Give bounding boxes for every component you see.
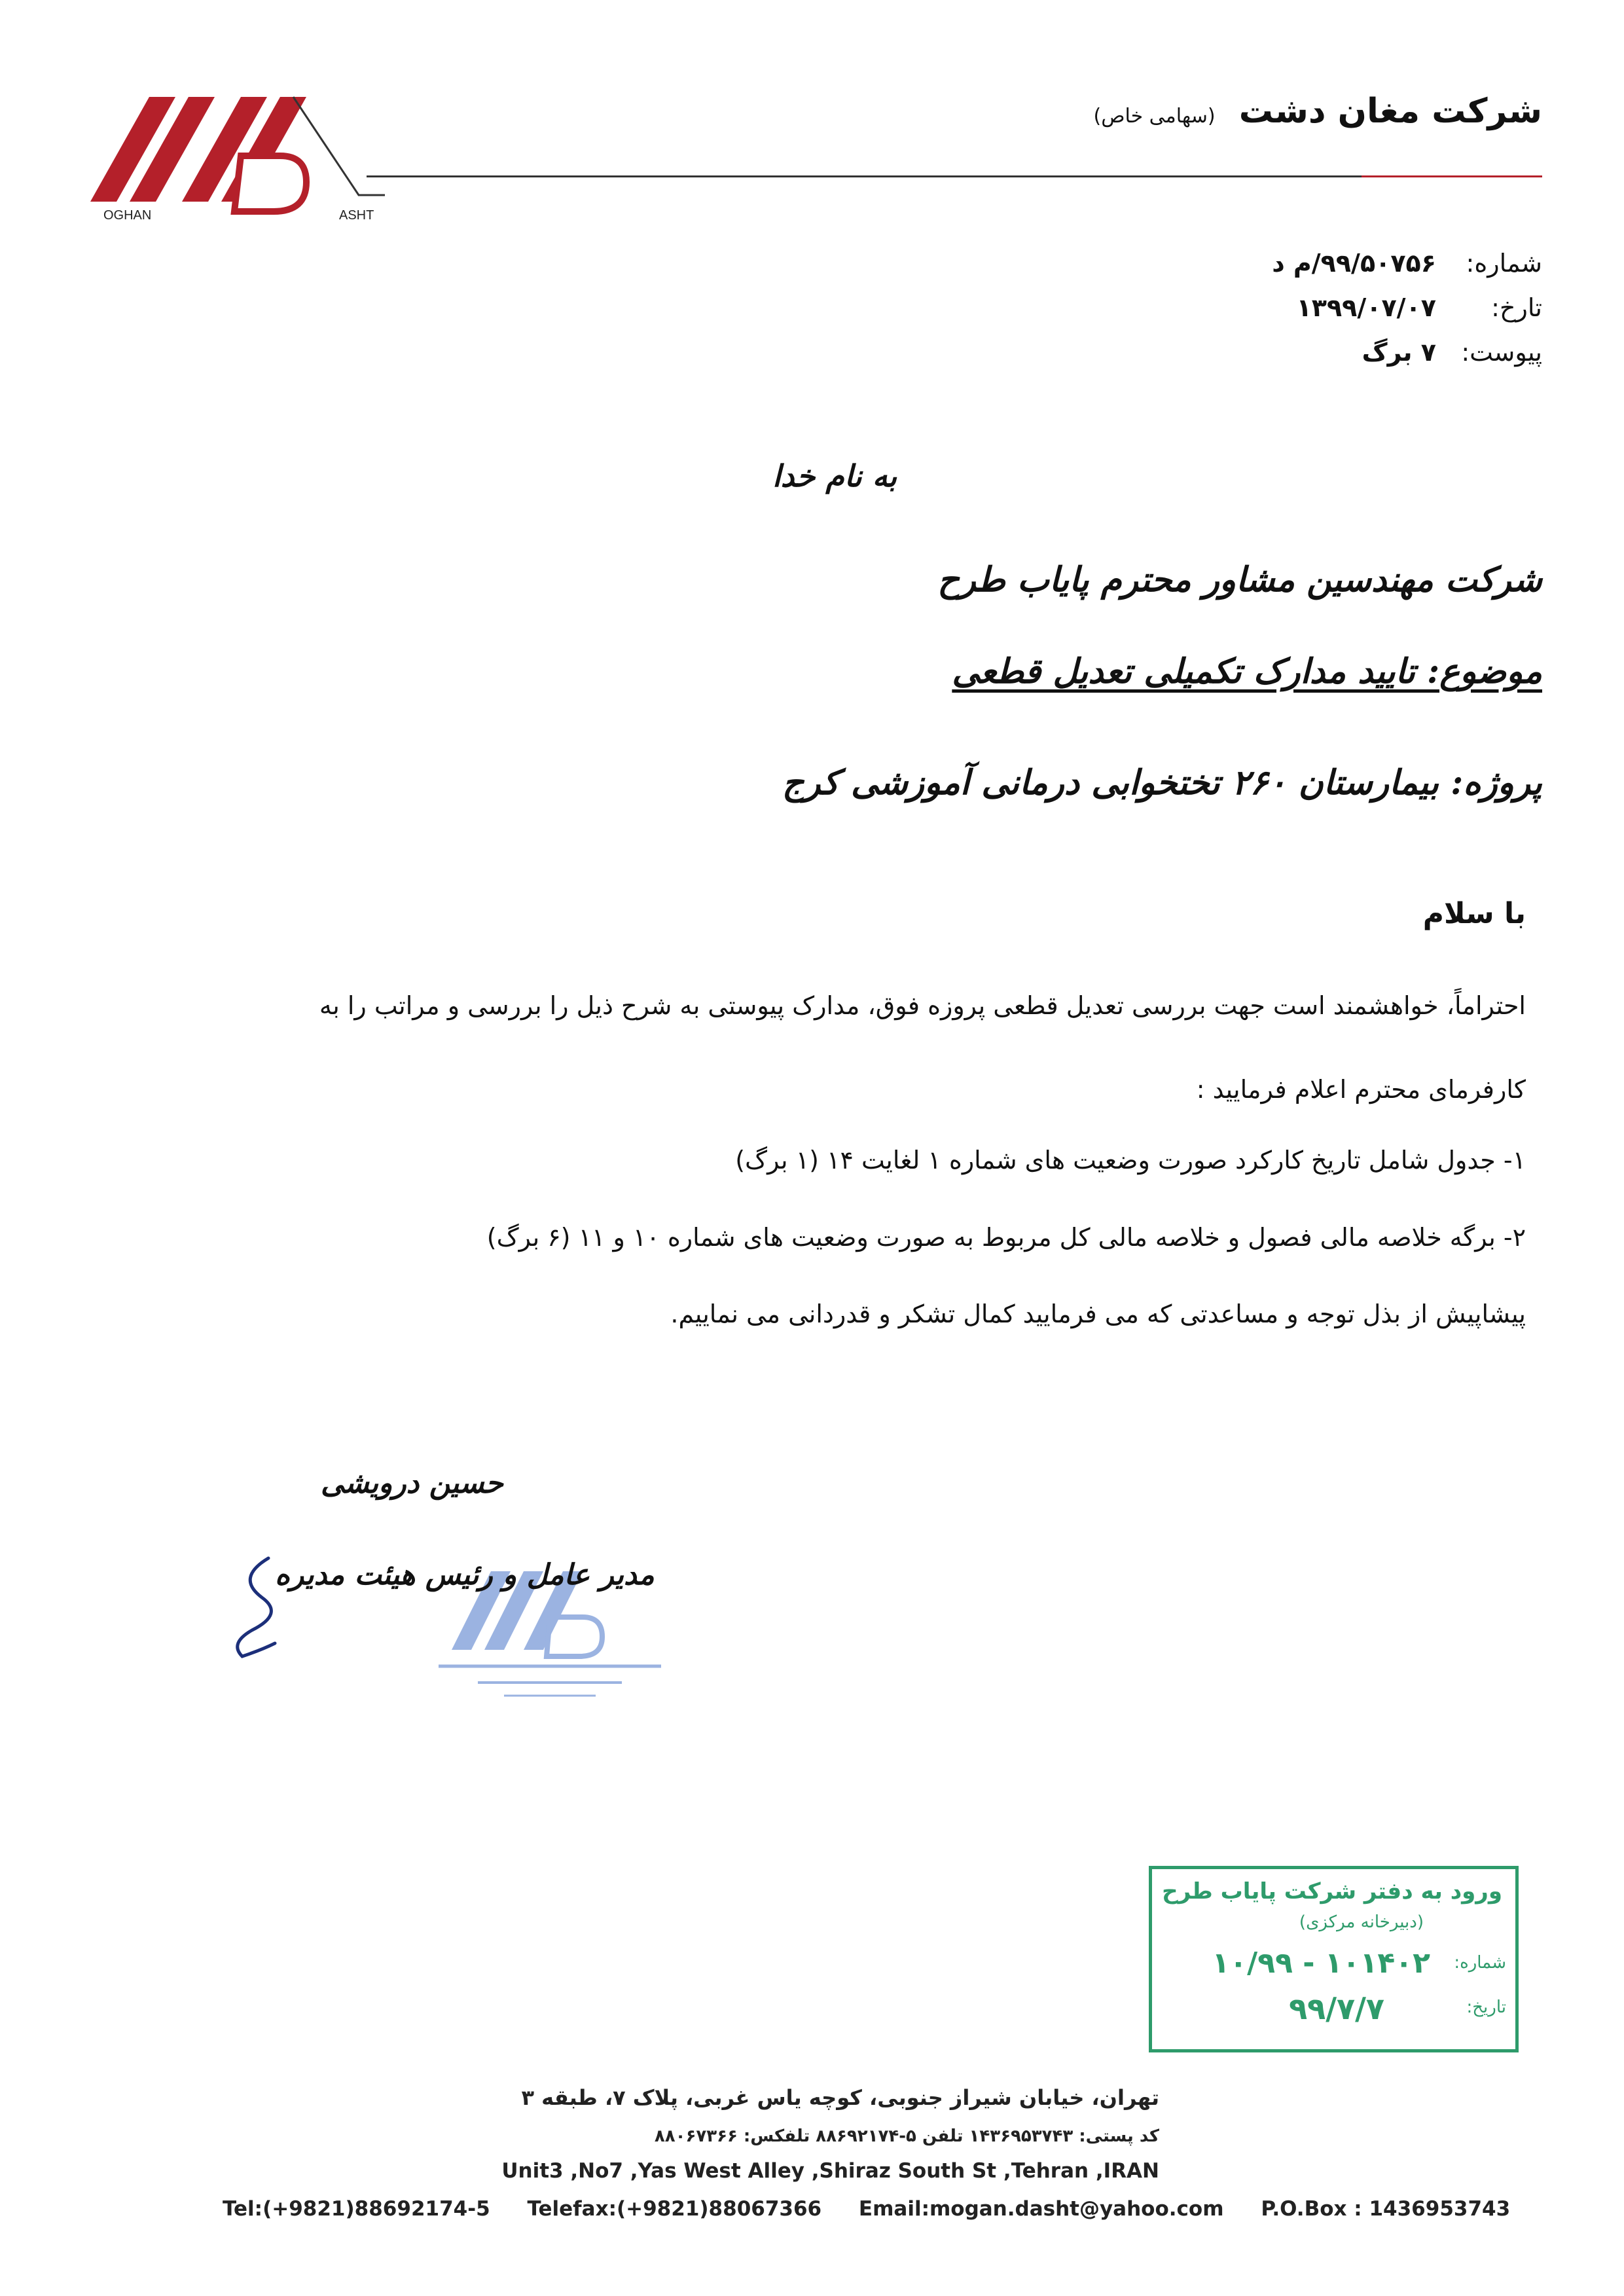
received-stamp xyxy=(1149,1866,1519,2052)
letter-date-label: تارخ: xyxy=(1491,293,1542,322)
company-title xyxy=(1093,92,1542,131)
letter-number-row xyxy=(1272,249,1542,278)
attachment-item-1: ۱- جدول شامل تاریخ کارکرد صورت وضعیت های شماره ۱ لغایت ۱۴ (۱ برگ) xyxy=(735,1146,1526,1175)
letter-number-label: شماره: xyxy=(1466,249,1542,278)
letter-attachment-row xyxy=(1362,338,1542,367)
stamp-subtitle: (دبیرخانه مرکزی) xyxy=(1299,1912,1424,1932)
letter-date-value: ۱۳۹۹/۰۷/۰۷ xyxy=(1296,293,1436,322)
footer-postal-fa: کد پستی: ۱۴۳۶۹۵۳۷۴۳ تلفن ۵-۸۸۶۹۲۱۷۴ تلفکس: ۸۸۰۶۷۳۶۶ xyxy=(654,2126,1159,2146)
stamp-number-value: ۱۰/۹۹ - ۱۰۱۴۰۲ xyxy=(1212,1946,1430,1980)
footer-tel: Tel:(+9821)88692174-5 xyxy=(223,2197,490,2221)
footer-pobox: P.O.Box : 1436953743 xyxy=(1261,2197,1511,2221)
stamp-number-label: شماره: xyxy=(1454,1953,1506,1973)
intro-line-2: کارفرمای محترم اعلام فرمایید : xyxy=(1196,1075,1526,1104)
intro-line-1: احتراماً، خواهشمند است جهت بررسی تعدیل قطعی پروزه فوق، مدارک پیوستی به شرح ذیل را بررسی و مراتب را به xyxy=(319,991,1526,1020)
letter-date-row xyxy=(1297,293,1542,322)
footer-address-en: Unit3 ,No7 ,Yas West Alley ,Shiraz South St ,Tehran ,IRAN xyxy=(501,2159,1159,2183)
stamp-date-label: تاریخ: xyxy=(1466,1997,1506,2017)
letter-attachment-label: پیوست: xyxy=(1461,338,1542,367)
letter-number-value: ۹۹/۵۰۷۵۶/م د xyxy=(1272,249,1436,278)
greeting: با سلام xyxy=(1422,897,1526,930)
logo-text-left: OGHAN xyxy=(103,208,152,223)
bismillah: به نام خدا xyxy=(772,458,897,494)
logo-text-right: ASHT xyxy=(339,208,374,223)
signer-title: مدیر عامل و رئیس هیئت مدیره xyxy=(275,1558,655,1592)
handwritten-signature xyxy=(223,1552,295,1663)
footer-email: Email:mogan.dasht@yahoo.com xyxy=(858,2197,1224,2221)
letter-attachment-value: ۷ برگ xyxy=(1362,338,1436,367)
signer-name: حسین درویشی xyxy=(321,1467,503,1500)
footer-contact xyxy=(223,2197,1540,2221)
header-rule-accent xyxy=(1362,175,1542,177)
stamp-date-value: ۹۹/۷/۷ xyxy=(1289,1991,1384,2026)
project: پروژه: بیمارستان ۲۶۰ تختخوابی درمانی آموزشی کرج xyxy=(782,763,1542,803)
intro-paragraph xyxy=(157,964,1526,1131)
company-logo xyxy=(77,84,391,228)
footer-telefax: Telefax:(+9821)88067366 xyxy=(527,2197,822,2221)
company-type: (سهامی خاص) xyxy=(1093,105,1216,128)
attachment-item-2: ۲- برگه خلاصه مالی فصول و خلاصه مالی کل مربوط به صورت وضعیت های شماره ۱۰ و ۱۱ (۶ برگ) xyxy=(486,1223,1526,1252)
footer-address-fa: تهران، خیابان شیراز جنوبی، کوچه یاس غربی، پلاک ۷، طبقه ۳ xyxy=(521,2085,1159,2110)
closing-sentence: پیشاپیش از بذل توجه و مساعدتی که می فرمایید کمال تشکر و قدردانی می نماییم. xyxy=(670,1300,1526,1328)
company-name: شرکت مغان دشت xyxy=(1238,92,1542,131)
subject: موضوع: تایید مدارک تکمیلی تعدیل قطعی xyxy=(952,651,1542,691)
recipient: شرکت مهندسین مشاور محترم پایاب طرح xyxy=(937,560,1542,600)
stamp-title: ورود به دفتر شرکت پایاب طرح xyxy=(1162,1878,1502,1904)
